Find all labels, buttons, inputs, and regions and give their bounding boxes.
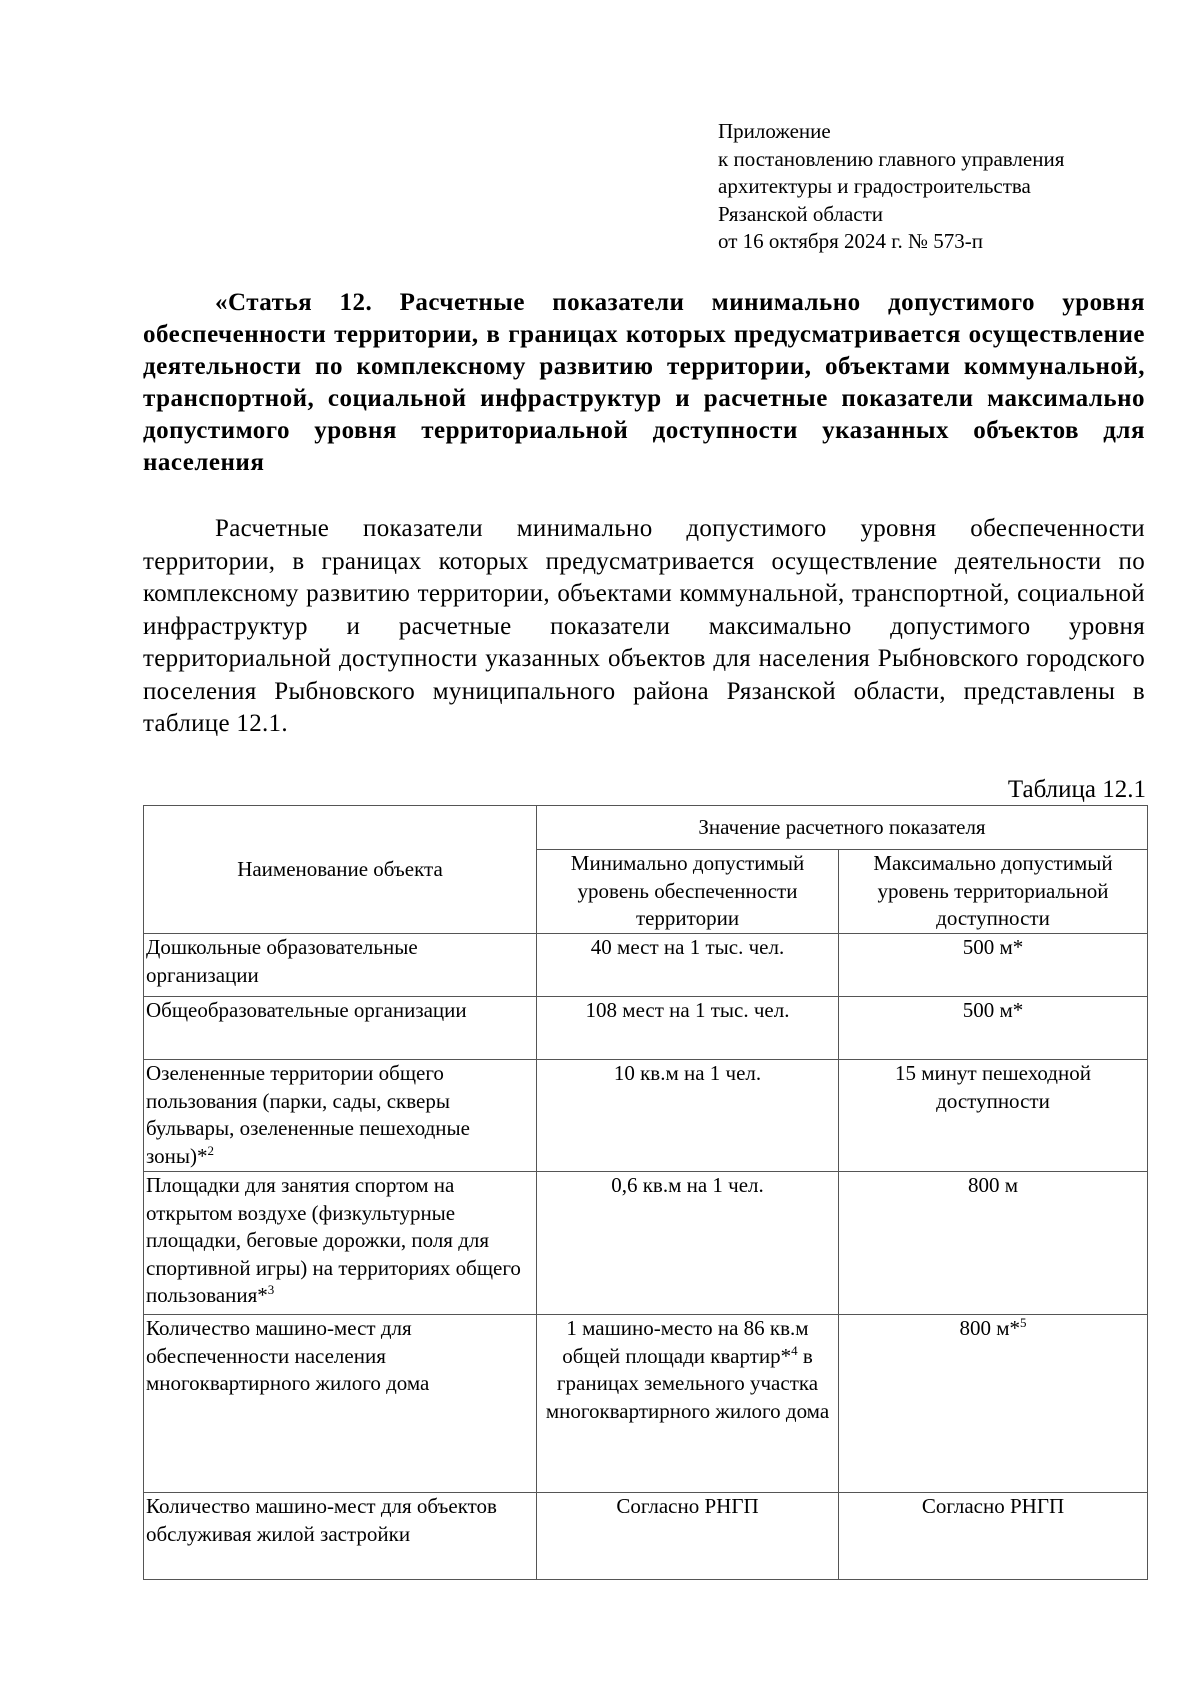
appendix-line: Приложение <box>718 119 831 143</box>
min-value: 108 мест на 1 тыс. чел. <box>585 998 790 1022</box>
object-name-cell <box>144 934 537 997</box>
max-value-cell <box>839 1493 1148 1580</box>
min-value: Согласно РНГП <box>616 1494 759 1518</box>
table-row <box>144 1060 1148 1172</box>
table-row <box>144 1315 1148 1493</box>
max-value-cell <box>839 1172 1148 1315</box>
min-value-cell <box>537 1315 839 1493</box>
article-title: «Статья 12. Расчетные показатели минимально допустимого уровня обеспеченности территории, в границах которых предусматривается осуществление деятельности по комплексному развитию территории, объектами коммунальной, транспортной, социальной инфраструктур и расчетные показатели максимально допустимого уровня территориальной доступности указанных объектов для населения <box>143 289 1145 476</box>
table-row <box>144 934 1148 997</box>
min-value-cell <box>537 934 839 997</box>
footnote-mark: 2 <box>207 1142 215 1158</box>
max-value: 800 м* <box>959 1316 1021 1340</box>
appendix-line: от 16 октября 2024 г. № 573-п <box>718 229 983 253</box>
header-object-name: Наименование объекта <box>144 806 537 934</box>
min-value: 1 машино-место на 86 кв.м общей площади квартир* <box>562 1316 809 1368</box>
intro-paragraph: Расчетные показатели минимально допустимого уровня обеспеченности территории, в границах которых предусматривается осуществление деятельности по комплексному развитию территории, объектами коммунальной, транспортной, социальной инфраструктур и расчетные показатели максимально допустимого уровня территориальной доступности указанных объектов для населения Рыбновского городского поселения Рыбновского муниципального района Рязанской области, представлены в таблице 12.1. <box>143 515 1145 737</box>
object-name-cell <box>144 1315 537 1493</box>
footnote-mark: 5 <box>1020 1315 1027 1330</box>
min-value: 0,6 кв.м на 1 чел. <box>611 1173 764 1197</box>
footnote-mark: 4 <box>791 1342 798 1358</box>
object-name-cell <box>144 1493 537 1580</box>
table-row <box>144 997 1148 1060</box>
min-value-cell <box>537 1060 839 1172</box>
table-row <box>144 1172 1148 1315</box>
object-name: Общеобразовательные организации <box>146 998 467 1022</box>
min-value-cell <box>537 1493 839 1580</box>
appendix-block <box>718 118 1064 256</box>
max-value: Согласно РНГП <box>921 1494 1065 1518</box>
max-value-cell <box>839 997 1148 1060</box>
appendix-line: архитектуры и градостроительства <box>718 174 1031 198</box>
appendix-line: Рязанской области <box>718 201 884 226</box>
object-name: Количество машино-мест для объектов обслуживая жилой застройки <box>146 1494 497 1546</box>
min-value: 10 кв.м на 1 чел. <box>613 1061 762 1085</box>
header-indicator-group: Значение расчетного показателя <box>537 806 1148 850</box>
footnote-mark: 3 <box>267 1282 275 1297</box>
max-value-cell <box>839 1060 1148 1172</box>
max-value: 800 м <box>967 1173 1019 1197</box>
max-value-cell <box>839 934 1148 997</box>
max-value: 15 минут пешеходной доступности <box>895 1061 1091 1113</box>
object-name-cell <box>144 1060 537 1172</box>
min-value-cell <box>537 1172 839 1315</box>
object-name: Площадки для занятия спортом на открытом воздухе (физкультурные площадки, беговые дорожки, поля для спортивной игры) на территориях общего пользования* <box>146 1173 521 1307</box>
max-value-cell <box>839 1315 1148 1493</box>
min-value-cell <box>537 997 839 1060</box>
header-max-level: Максимально допустимый уровень территориальной доступности <box>839 850 1148 934</box>
table-header-row <box>144 806 1148 850</box>
min-value: 40 мест на 1 тыс. чел. <box>590 935 785 959</box>
appendix-line: к постановлению главного управления <box>718 146 1065 171</box>
max-value: 500 м* <box>962 935 1024 959</box>
header-min-level: Минимально допустимый уровень обеспеченности территории <box>537 850 839 934</box>
object-name: Дошкольные образовательные организации <box>146 935 418 987</box>
object-name-cell <box>144 1172 537 1315</box>
indicators-table <box>143 805 1148 1580</box>
object-name-cell <box>144 997 537 1060</box>
object-name: Количество машино-мест для обеспеченности населения многоквартирного жилого дома <box>146 1316 430 1395</box>
table-row <box>144 1493 1148 1580</box>
max-value: 500 м* <box>962 998 1024 1022</box>
object-name: Озелененные территории общего пользования (парки, сады, скверы бульвары, озелененные пешеходные зоны)* <box>146 1061 470 1168</box>
min-value-tail: в границах земельного участка многоквартирного жилого дома <box>545 1343 830 1423</box>
table-caption: Таблица 12.1 <box>1007 776 1146 803</box>
